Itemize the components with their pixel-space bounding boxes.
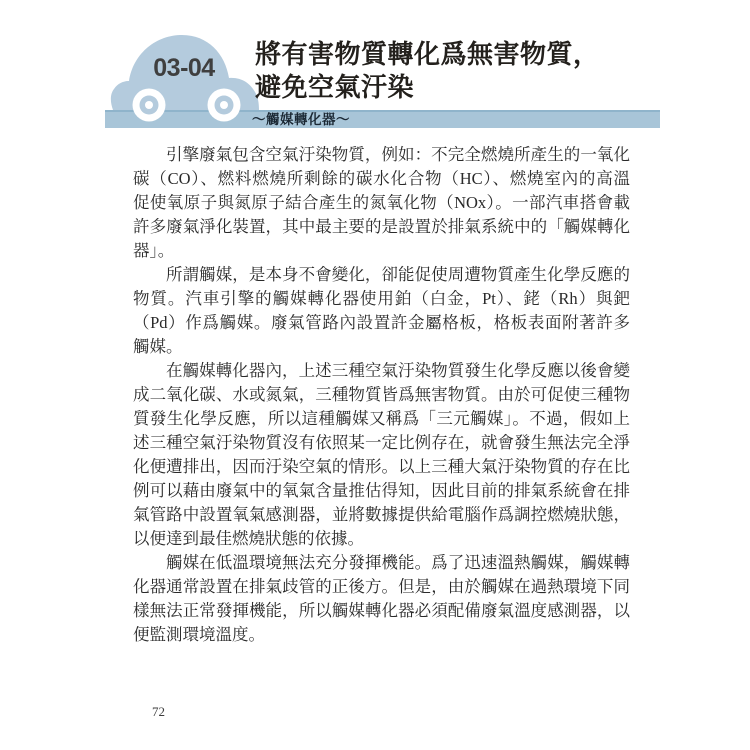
text-line: 以便達到最佳燃燒狀態的依據。 <box>133 529 364 548</box>
chapter-title <box>255 38 600 104</box>
text-line: 物質。汽車引擎的觸媒轉化器使用鉑（白金，Pt）、銠（Rh）與鈀 <box>133 289 630 308</box>
text-line: 在觸媒轉化器內，上述三種空氣汙染物質發生化學反應以後會變 <box>166 361 630 380</box>
paragraph <box>133 143 630 263</box>
text-line: 樣無法正常發揮機能，所以觸媒轉化器必須配備廢氣溫度感測器，以 <box>133 601 630 620</box>
body-text <box>133 143 630 647</box>
text-line: 氣管路中設置氧氣感測器，並將數據提供給電腦作爲調控燃燒狀態， <box>133 505 630 524</box>
paragraph <box>133 263 630 359</box>
section-number: 03-04 <box>153 54 215 82</box>
text-line: 促使氧原子與氮原子結合產生的氮氧化物（NOx）。一部汽車搭會載 <box>133 193 630 212</box>
text-line: 器」。 <box>133 241 175 260</box>
text-line: 質發生化學反應，所以這種觸媒又稱爲「三元觸媒」。不過，假如上 <box>133 409 630 428</box>
chapter-title-line2: 避免空氣汙染 <box>255 73 415 102</box>
chapter-title-line1: 將有害物質轉化爲無害物質， <box>255 40 600 69</box>
text-line: 化便遭排出，因而汙染空氣的情形。以上三種大氣汙染物質的存在比 <box>133 457 630 476</box>
text-line: 述三種空氣汙染物質沒有依照某一定比例存在，就會發生無法完全淨 <box>133 433 630 452</box>
paragraph <box>133 551 630 647</box>
text-line: 成二氧化碳、水或氮氣，三種物質皆爲無害物質。由於可促使三種物 <box>133 385 630 404</box>
text-line: 碳（CO）、燃料燃燒所剩餘的碳水化合物（HC）、燃燒室內的高溫 <box>133 169 630 188</box>
page-number: 72 <box>152 704 165 719</box>
text-line: 觸媒在低溫環境無法充分發揮機能。爲了迅速溫熱觸媒，觸媒轉 <box>166 553 630 572</box>
text-line: 例可以藉由廢氣中的氧氣含量推估得知，因此目前的排氣系統會在排 <box>133 481 630 500</box>
text-line: （Pd）作爲觸媒。廢氣管路內設置許金屬格板，格板表面附著許多 <box>133 313 630 332</box>
paragraph <box>133 359 630 551</box>
text-line: 化器通常設置在排氣歧管的正後方。但是，由於觸媒在過熱環境下同 <box>133 577 630 596</box>
text-line: 引擎廢氣包含空氣汙染物質，例如：不完全燃燒所產生的一氧化 <box>166 145 630 164</box>
text-line: 所謂觸媒，是本身不會變化，卻能促使周遭物質產生化學反應的 <box>166 265 630 284</box>
text-line: 觸媒。 <box>133 337 183 356</box>
text-line: 便監測環境溫度。 <box>133 625 265 644</box>
text-line: 許多廢氣淨化裝置，其中最主要的是設置於排氣系統中的「觸媒轉化 <box>133 217 630 236</box>
subtitle-text: ～觸媒轉化器～ <box>252 112 350 127</box>
